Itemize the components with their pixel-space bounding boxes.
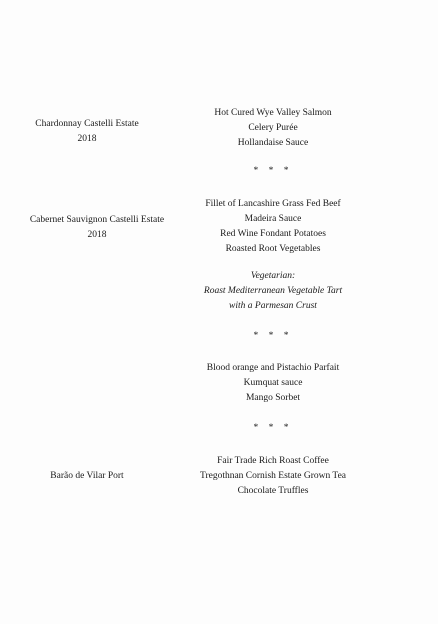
- wine-name: Barão de Vilar Port: [50, 471, 124, 481]
- wine-year: 2018: [87, 230, 107, 240]
- dish-line: Roast Mediterranean Vegetable Tart: [203, 286, 343, 296]
- course-coffee: [170, 454, 376, 499]
- course-starter: [170, 106, 376, 151]
- wine-pairing-3: [0, 469, 187, 484]
- course-main: [170, 197, 376, 257]
- dish-line: Chocolate Truffles: [237, 486, 309, 496]
- dish-line: Kumquat sauce: [243, 378, 303, 388]
- course-separator: * * *: [253, 166, 293, 176]
- wine-year: 2018: [77, 134, 97, 144]
- wine-pairing-1: [0, 117, 187, 147]
- dish-line: Mango Sorbet: [245, 393, 301, 403]
- dish-line: Hollandaise Sauce: [237, 138, 309, 148]
- wine-pairing-2: [0, 213, 197, 243]
- course-vegetarian: [170, 269, 376, 314]
- dish-line: with a Parmesan Crust: [229, 301, 317, 311]
- dish-line: Hot Cured Wye Valley Salmon: [214, 108, 332, 118]
- dish-line: Celery Purée: [248, 123, 298, 133]
- wine-name: Chardonnay Castelli Estate: [35, 119, 139, 129]
- dish-line: Tregothnan Cornish Estate Grown Tea: [199, 471, 347, 481]
- dish-line: Roasted Root Vegetables: [225, 244, 321, 254]
- course-separator: * * *: [253, 331, 293, 341]
- dish-line: Blood orange and Pistachio Parfait: [206, 363, 340, 373]
- course-dessert: [170, 361, 376, 406]
- dish-line: Madeira Sauce: [244, 214, 302, 224]
- dish-line: Fair Trade Rich Roast Coffee: [217, 456, 329, 466]
- dish-line: Red Wine Fondant Potatoes: [220, 229, 326, 239]
- wine-name: Cabernet Sauvignon Castelli Estate: [29, 215, 165, 225]
- course-separator: * * *: [253, 423, 293, 433]
- dish-line: Fillet of Lancashire Grass Fed Beef: [205, 199, 341, 209]
- dish-line: Vegetarian:: [250, 271, 296, 281]
